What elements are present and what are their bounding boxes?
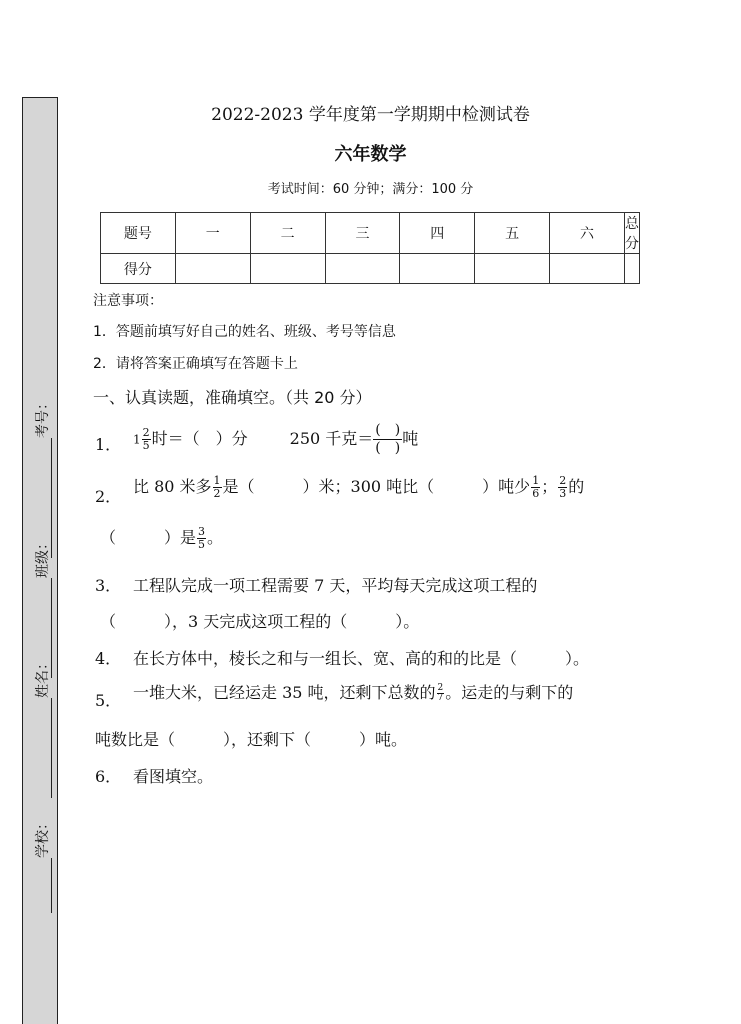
- q1-part1: 时＝（ ）分: [151, 429, 248, 448]
- score-cell[interactable]: [325, 254, 400, 284]
- score-cell[interactable]: [250, 254, 325, 284]
- q5-fraction-denominator: 7: [437, 693, 444, 703]
- score-header-cell: 六: [550, 213, 625, 254]
- question-4: 在长方体中，棱长之和与一组长、宽、高的和的比是（ ）。: [133, 649, 590, 668]
- q1-part3: 吨: [402, 429, 419, 448]
- score-table: [100, 212, 640, 284]
- exam-number-label: 考号：: [35, 396, 51, 438]
- q2-fraction-3: [558, 475, 567, 500]
- question-6: 看图填空。: [133, 767, 214, 786]
- question-3-line-2: （ ），3 天完成这项工程的（ ）。: [100, 612, 420, 631]
- score-header-cell: 总分: [624, 213, 639, 254]
- q2-text-b: 是（ ）米；300 吨比（ ）吨少: [222, 477, 531, 496]
- q2-fraction-4-denominator: 5: [198, 538, 206, 551]
- school-line: [37, 858, 52, 913]
- question-1-number: 1．: [95, 435, 122, 454]
- question-5-line-1: [133, 680, 573, 703]
- exam-subtitle: 六年数学: [334, 144, 407, 165]
- q2-fraction-1: [213, 475, 222, 500]
- score-header-cell: 三: [325, 213, 400, 254]
- question-6-number: 6．: [95, 767, 122, 786]
- q5-text-a: 一堆大米，已经运走 35 吨，还剩下总数的: [133, 683, 436, 702]
- score-header-cell: 一: [175, 213, 250, 254]
- score-row-label: 得分: [101, 254, 176, 284]
- sidebar-field-school: [32, 816, 52, 915]
- exam-info: 考试时间：60 分钟；满分：100 分: [267, 182, 474, 197]
- score-table-header-row: [101, 213, 640, 254]
- q5-text-b: 。运走的与剩下的: [445, 683, 574, 702]
- q2-fraction-4: [197, 526, 206, 551]
- question-5-line-2: 吨数比是（ ），还剩下（ ）吨。: [95, 730, 408, 749]
- question-2-line-2: [100, 525, 223, 551]
- q2-fraction-2-denominator: 6: [532, 487, 540, 500]
- name-line: [37, 698, 52, 798]
- q1-fraction-numerator: 2: [142, 426, 150, 439]
- q1-blank-fraction[interactable]: [373, 422, 402, 457]
- q1-part2: 250 千克＝: [289, 429, 374, 448]
- notice-item-2: 2．请将答案正确填写在答题卡上: [93, 356, 298, 372]
- question-5-number: 5．: [95, 691, 122, 710]
- q1-mixed-whole: 1: [133, 432, 141, 447]
- q1-fraction: [142, 427, 151, 452]
- score-cell[interactable]: [475, 254, 550, 284]
- section-1-heading: 一、认真读题，准确填空。（共 20 分）: [93, 388, 372, 407]
- score-header-cell: 题号: [101, 213, 176, 254]
- question-3-line-1: 工程队完成一项工程需要 7 天，平均每天完成这项工程的: [133, 576, 538, 595]
- class-label: 班级：: [35, 536, 51, 578]
- question-2-line-1: [133, 474, 584, 500]
- score-table-score-row: [101, 254, 640, 284]
- school-label: 学校：: [35, 816, 51, 858]
- q2-fraction-1-numerator: 1: [213, 474, 221, 487]
- score-cell[interactable]: [624, 254, 639, 284]
- q2-text-f: 。: [207, 528, 224, 547]
- notice-heading: 注意事项：: [93, 293, 163, 309]
- sidebar-field-name: [32, 656, 52, 800]
- q2-fraction-2-numerator: 1: [532, 474, 540, 487]
- q2-fraction-2: [531, 475, 540, 500]
- score-cell[interactable]: [550, 254, 625, 284]
- question-4-number: 4．: [95, 649, 122, 668]
- score-cell[interactable]: [175, 254, 250, 284]
- q5-fraction-numerator: 2: [437, 683, 444, 693]
- q2-fraction-3-numerator: 2: [559, 474, 567, 487]
- q2-fraction-1-denominator: 2: [213, 487, 221, 500]
- q2-text-a: 比 80 米多: [133, 477, 212, 496]
- q5-fraction: [437, 684, 445, 703]
- score-header-cell: 五: [475, 213, 550, 254]
- exam-title: 2022-2023 学年度第一学期期中检测试卷: [211, 105, 530, 125]
- q2-text-c: ；: [541, 477, 558, 496]
- score-header-cell: 二: [250, 213, 325, 254]
- q2-text-d: 的: [568, 477, 585, 496]
- score-cell[interactable]: [400, 254, 475, 284]
- q1-fraction-denominator: 5: [142, 439, 150, 452]
- question-3-number: 3．: [95, 576, 122, 595]
- q2-fraction-4-numerator: 3: [198, 525, 206, 538]
- q2-fraction-3-denominator: 3: [559, 487, 567, 500]
- q1-blank-numerator: ( ): [375, 422, 401, 438]
- question-2-number: 2．: [95, 487, 122, 506]
- q2-text-e: （ ）是: [100, 528, 197, 547]
- question-1: [133, 422, 418, 457]
- q1-blank-denominator: ( ): [375, 440, 401, 456]
- name-label: 姓名：: [35, 656, 51, 698]
- notice-item-1: 1．答题前填写好自己的姓名、班级、考号等信息: [93, 324, 396, 340]
- score-header-cell: 四: [400, 213, 475, 254]
